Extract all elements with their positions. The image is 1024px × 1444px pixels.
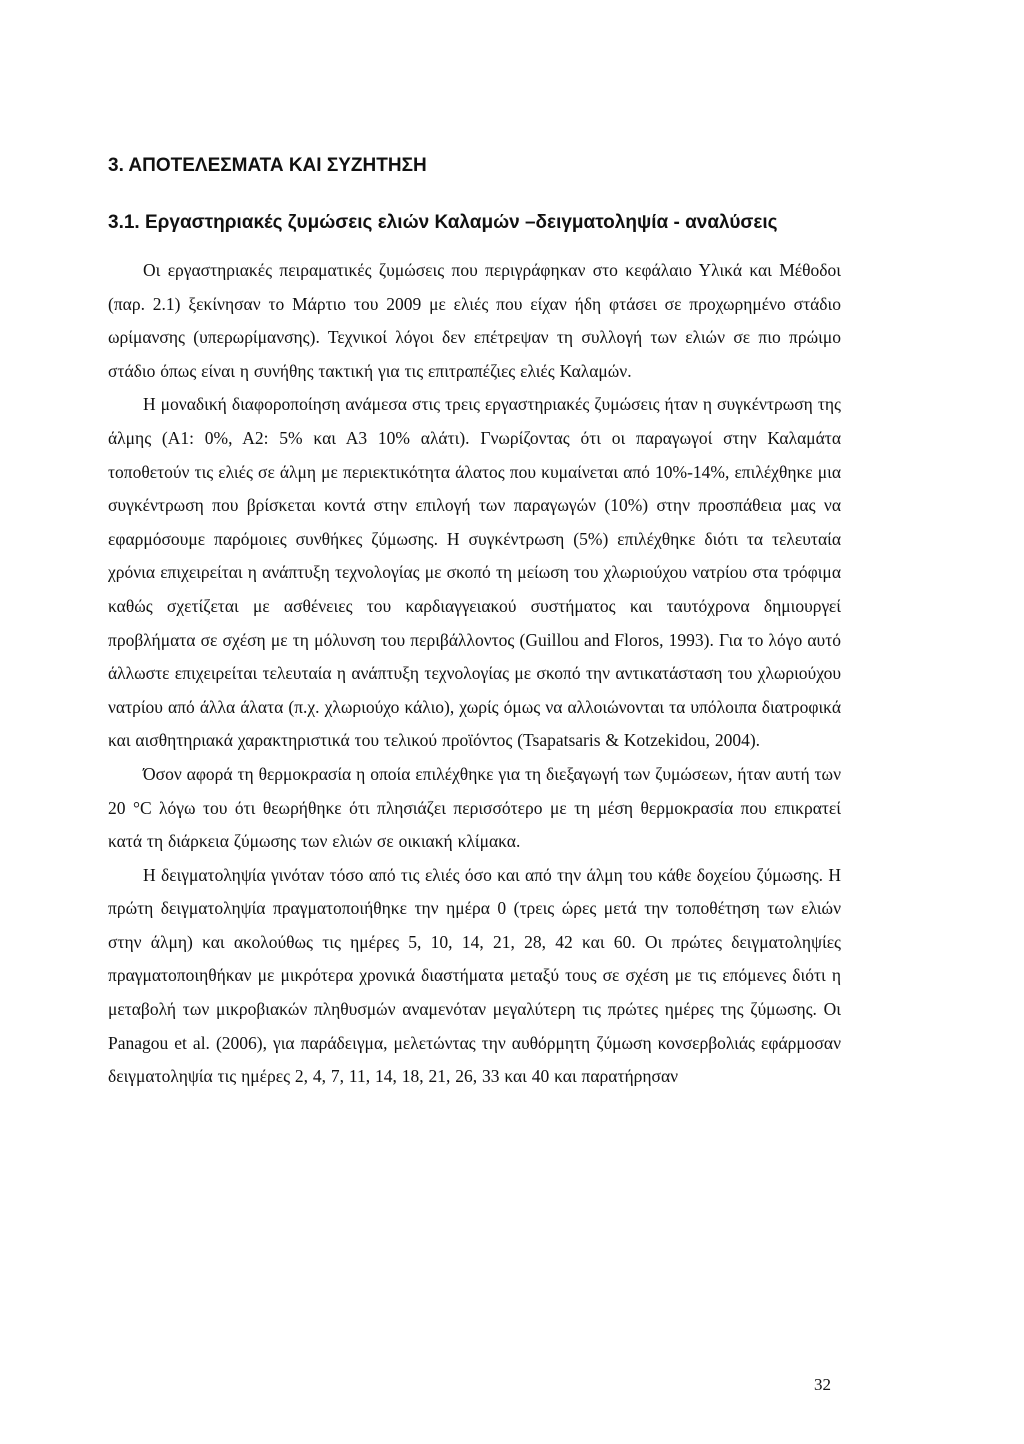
paragraph-intro: Οι εργαστηριακές πειραματικές ζυμώσεις που περιγράφηκαν στο κεφάλαιο Υλικά και Μέθοδοι (παρ. 2.1) ξεκίνησαν το Μάρτιο του 2009 με ελιές που είχαν ήδη φτάσει σε προχωρημένο στάδιο ωρίμανσης (υπερωρίμανσης). Τεχνικοί λόγοι δεν επέτρεψαν τη συλλογή των ελιών σε πιο πρώιμο στάδιο όπως είναι η συνήθης τακτική για τις επιτραπέζιες ελιές Καλαμών. [108, 260, 841, 381]
subsection-heading: 3.1. Εργαστηριακές ζυμώσεις ελιών Καλαμών –δειγματοληψία - αναλύσεις [108, 212, 778, 233]
paragraph-brine: Η μοναδική διαφοροποίηση ανάμεσα στις τρεις εργαστηριακές ζυμώσεις ήταν η συγκέντρωση της άλμης (Α1: 0%, Α2: 5% και Α3 10% αλάτι). Γνωρίζοντας ότι οι παραγωγοί στην Καλαμάτα τοποθετούν τις ελιές σε άλμη με περιεκτικότητα άλατος που κυμαίνεται από 10%-14%, επιλέχθηκε μια συγκέντρωση που βρίσκεται κοντά στην επιλογή των παραγωγών (10%) στην προσπάθεια μας να εφαρμόσουμε παρόμοιες συνθήκες ζύμωσης. Η συγκέντρωση (5%) επιλέχθηκε διότι τα τελευταία χρόνια επιχειρείται η ανάπτυξη τεχνολογίας με σκοπό τη μείωση του χλωριούχου νατρίου στα τρόφιμα καθώς σχετίζεται με ασθένειες του καρδιαγγειακού συστήματος και ταυτόχρονα δημιουργεί προβλήματα σε σχέση με τη μόλυνση του περιβάλλοντος (Guillou and Floros, 1993). Για το λόγο αυτό άλλωστε επιχειρείται τελευταία η ανάπτυξη τεχνολογίας με σκοπό την αντικατάσταση του χλωριούχου νατρίου από άλλα άλατα (π.χ. χλωριούχο κάλιο), χωρίς όμως να αλλοιώνονται τα υπόλοιπα διατροφικά και αισθητηριακά χαρακτηριστικά του τελικού προϊόντος (Tsapatsaris & Kotzekidou, 2004). [108, 394, 841, 751]
paragraph-temperature: Όσον αφορά τη θερμοκρασία η οποία επιλέχθηκε για τη διεξαγωγή των ζυμώσεων, ήταν αυτή των 20 °C λόγω του ότι θεωρήθηκε ότι πλησιάζει περισσότερο με τη μέση θερμοκρασία που επικρατεί κατά τη διάρκεια ζύμωσης των ελιών σε οικιακή κλίμακα. [108, 763, 841, 852]
section-heading: 3. ΑΠΟΤΕΛΕΣΜΑΤΑ ΚΑΙ ΣΥΖΗΤΗΣΗ [108, 155, 427, 176]
paragraph-sampling: Η δειγματοληψία γινόταν τόσο από τις ελιές όσο και από την άλμη του κάθε δοχείου ζύμωσης. Η πρώτη δειγματοληψία πραγματοποιήθηκε την ημέρα 0 (τρεις ώρες μετά την τοποθέτηση των ελιών στην άλμη) και ακολούθως τις ημέρες 5, 10, 14, 21, 28, 42 και 60. Οι πρώτες δειγματοληψίες πραγματοποιηθήκαν με μικρότερα χρονικά διαστήματα μεταξύ τους σε σχέση με τις επόμενες διότι η μεταβολή των μικροβιακών πληθυσμών αναμενόταν μεγαλύτερη τις πρώτες ημέρες της ζύμωσης. Οι Panagou et al. (2006), για παράδειγμα, μελετώντας την αυθόρμητη ζύμωση κονσερβολιάς εφάρμοσαν δειγματοληψία τις ημέρες 2, 4, 7, 11, 14, 18, 21, 26, 33 και 40 και παρατήρησαν [108, 864, 841, 1087]
page-number: 32 [814, 1375, 831, 1394]
body-text [108, 254, 841, 1094]
